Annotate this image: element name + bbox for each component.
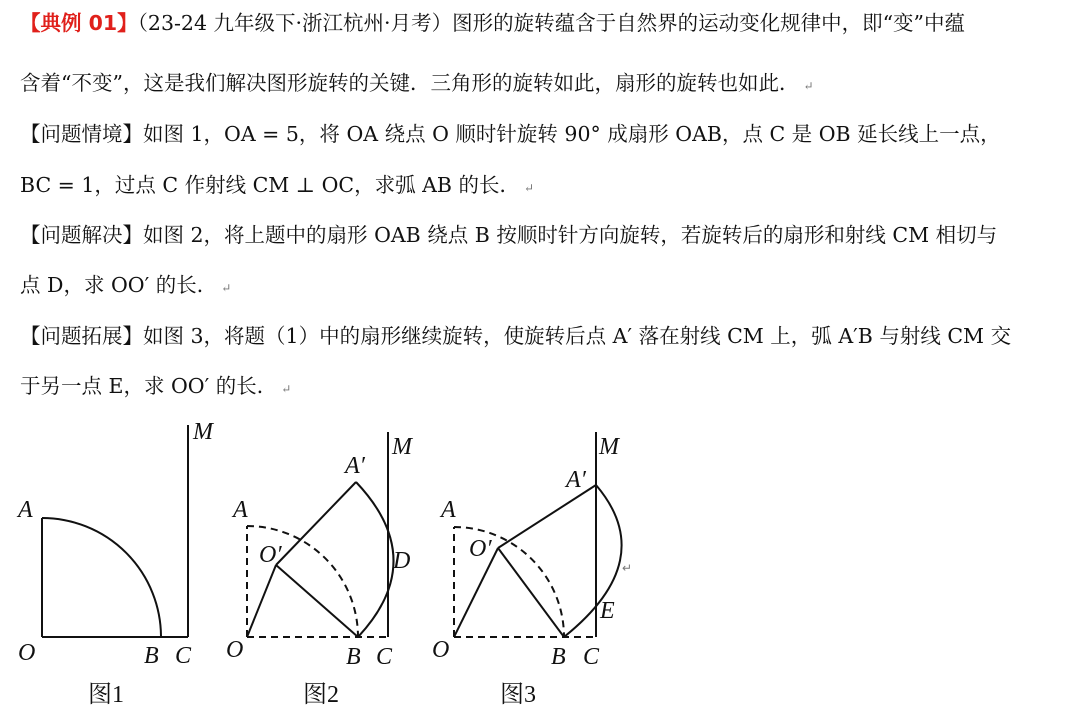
line-text: 点 D，求 OO′ 的长．	[20, 273, 218, 297]
line-text: 【问题解决】如图 2，将上题中的扇形 OAB 绕点 B 按顺时针方向旋转，若旋转后的扇形和射线 CM 相切与	[20, 223, 998, 247]
problem-line-3	[20, 119, 1060, 149]
line-text: 【问题拓展】如图 3，将题（1）中的扇形继续旋转，使旋转后点 A′ 落在射线 CM 上，弧 A′B 与射线 CM 交	[20, 324, 1012, 348]
label-e: E	[600, 598, 615, 624]
label-c: C	[376, 644, 393, 670]
problem-line-1	[20, 8, 1060, 38]
return-mark-icon: ↵	[524, 181, 535, 195]
figure-1-caption: 图1	[88, 682, 124, 708]
label-c: C	[175, 643, 192, 669]
label-a-prime: A′	[566, 467, 586, 493]
segment-o1a1	[276, 482, 356, 565]
label-m: M	[193, 419, 213, 445]
segment-oo1	[247, 565, 276, 637]
label-o-prime: O′	[259, 542, 282, 568]
label-c: C	[583, 644, 600, 670]
problem-line-7	[20, 321, 1060, 351]
label-m: M	[392, 434, 412, 460]
label-o: O	[226, 637, 244, 663]
figure-3	[454, 432, 622, 637]
figure-1	[42, 425, 188, 637]
geometry-figures	[0, 410, 1080, 714]
segment-o1a1	[498, 485, 596, 548]
line-text: 【问题情境】如图 1，OA = 5，将 OA 绕点 O 顺时针旋转 90° 成扇形 OAB，点 C 是 OB 延长线上一点，	[20, 122, 1001, 146]
label-a: A	[18, 497, 33, 523]
label-m: M	[599, 434, 619, 460]
return-mark-icon: ↵	[622, 561, 633, 575]
return-mark-icon: ↵	[281, 382, 292, 396]
label-b: B	[551, 644, 566, 670]
line-text: BC = 1，过点 C 作射线 CM ⊥ OC，求弧 AB 的长．	[20, 173, 520, 197]
problem-line-5	[20, 220, 1060, 250]
figure-3-caption: 图3	[500, 682, 536, 708]
label-a-prime: A′	[345, 453, 365, 479]
segment-o1b	[276, 565, 358, 637]
line-text: 含着“不变”，这是我们解决图形旋转的关键．三角形的旋转如此，扇形的旋转也如此．	[20, 71, 800, 95]
figure-2	[247, 432, 394, 637]
problem-line-8	[20, 371, 1060, 404]
label-d: D	[393, 548, 411, 574]
label-o: O	[432, 637, 450, 663]
line-text: 于另一点 E，求 OO′ 的长．	[20, 374, 278, 398]
problem-line-6	[20, 270, 1060, 303]
example-tag: 【典例 01】	[20, 11, 138, 35]
return-mark-icon: ↵	[803, 79, 814, 93]
problem-line-4	[20, 170, 1060, 203]
return-mark-icon: ↵	[221, 281, 232, 295]
arc-ab	[42, 518, 161, 637]
problem-line-2	[20, 68, 1060, 101]
figure-2-caption: 图2	[303, 682, 339, 708]
label-a: A	[233, 497, 248, 523]
label-b: B	[346, 644, 361, 670]
line-text: （23-24 九年级下·浙江杭州·月考）图形的旋转蕴含于自然界的运动变化规律中，即“变”中蕴	[137, 11, 966, 35]
label-o-prime: O′	[469, 536, 492, 562]
label-b: B	[144, 643, 159, 669]
label-o: O	[18, 640, 36, 666]
label-a: A	[441, 497, 456, 523]
